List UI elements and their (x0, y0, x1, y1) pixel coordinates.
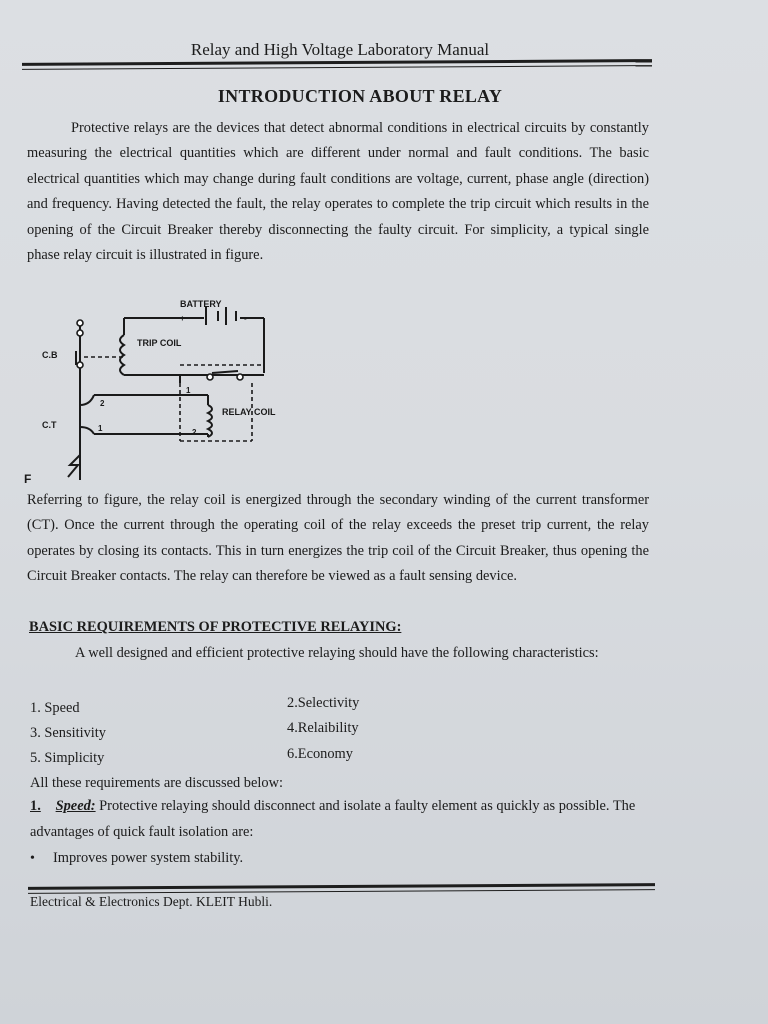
requirements-intro (27, 641, 649, 666)
list-item-text: Improves power system stability. (53, 850, 244, 866)
speed-point-text: Protective relaying should disconnect and isolate a faulty element as quickly as possible. The advantages of quick fault isolation are: (30, 798, 636, 840)
requirement-item: 1. Speed (30, 700, 80, 716)
speed-point-keyword: Speed: (55, 798, 96, 814)
requirement-item: 2.Selectivity (287, 695, 360, 711)
requirements-discussed: All these requirements are discussed below: (30, 775, 283, 791)
ct-label: C.T (42, 420, 57, 430)
list-item (30, 850, 243, 867)
header-rule-thin (22, 65, 652, 70)
requirement-item: 4.Relaibility (287, 720, 359, 736)
relay-coil-label: RELAY COIL (222, 407, 276, 417)
speed-point-number: 1. (30, 798, 41, 814)
footer-text: Electrical & Electronics Dept. KLEIT Hubli. (30, 894, 273, 909)
main-title: INTRODUCTION ABOUT RELAY (217, 86, 503, 106)
requirements-intro-text: A well designed and efficient protective relaying should have the following characteristics: (75, 645, 599, 661)
requirement-item: 3. Sensitivity (30, 725, 106, 741)
speed-point (30, 793, 655, 845)
explanation-paragraph: Referring to figure, the relay coil is energized through the secondary winding of the current transformer (CT). Once the current through the operating coil of the relay exceeds the preset trip current, the relay operates by closing its contacts. This in turn energizes the trip coil of the Circuit Breaker, thus opening the Circuit Breaker contacts. The relay can therefore be viewed as a fault sensing device. (27, 492, 649, 585)
cb-label: C.B (42, 350, 58, 360)
relay-terminal-2: 2 (192, 428, 197, 437)
section-heading: BASIC REQUIREMENTS OF PROTECTIVE RELAYING: (29, 619, 402, 635)
relay-circuit-figure (24, 295, 340, 486)
trip-coil-label: TRIP COIL (137, 338, 182, 348)
battery-plus: + (180, 314, 185, 323)
intro-paragraph-text: Protective relays are the devices that detect abnormal conditions in electrical circuits by constantly measuring the electrical quantities which are different under normal and fault conditions. The basic electrical quantities which may change during fault conditions are voltage, current, phase angle (direction) and frequency. Having detected the fault, the relay operates to complete the trip circuit which results in the opening of the Circuit Breaker thereby disconnecting the faulty circuit. For simplicity, a typical single phase relay circuit is illustrated in figure. (27, 120, 649, 264)
ct-terminal-2: 2 (100, 399, 105, 408)
fault-label: F (24, 472, 32, 486)
requirement-item: 5. Simplicity (30, 750, 105, 766)
battery-label: BATTERY (180, 299, 222, 309)
intro-paragraph (27, 116, 649, 268)
bullet-dot: • (30, 851, 35, 866)
requirement-item: 6.Economy (287, 746, 353, 762)
ct-terminal-1: 1 (98, 424, 103, 433)
battery-minus: - (244, 314, 247, 323)
header-title: Relay and High Voltage Laboratory Manual (190, 40, 490, 59)
relay-terminal-1: 1 (186, 386, 191, 395)
